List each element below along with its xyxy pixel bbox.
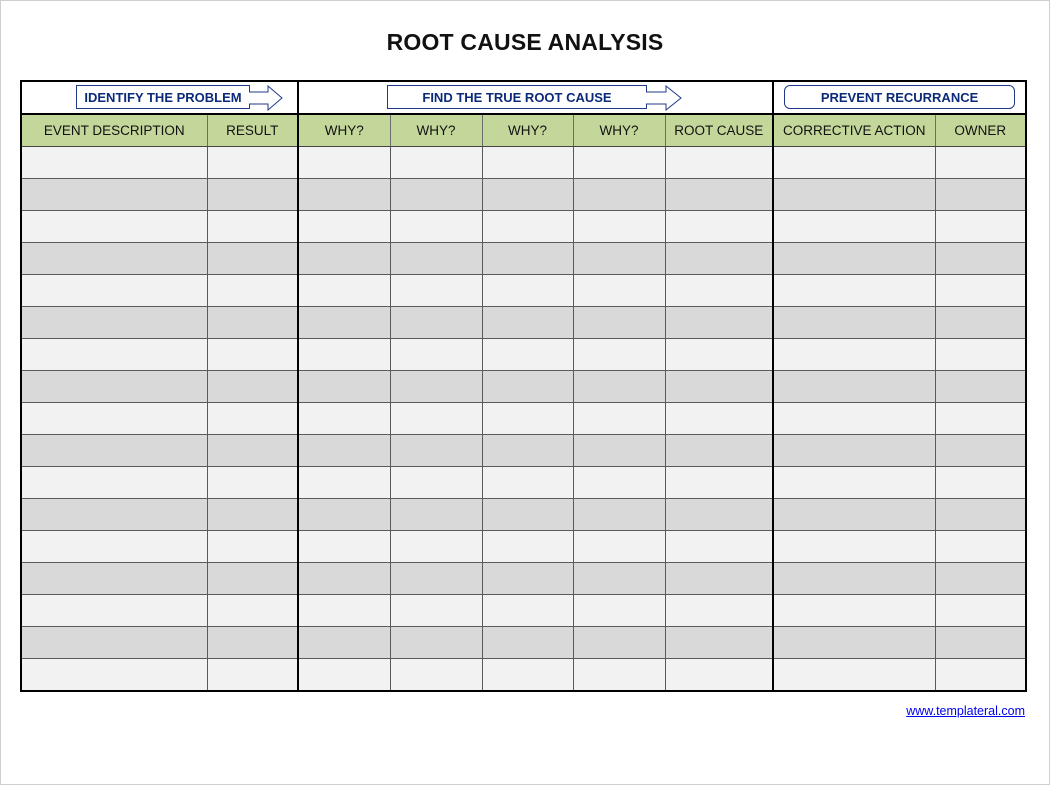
- table-cell[interactable]: [207, 371, 298, 403]
- table-cell[interactable]: [298, 467, 390, 499]
- table-row: [21, 339, 1026, 371]
- table-cell[interactable]: [773, 659, 935, 692]
- column-header: WHY?: [298, 114, 390, 147]
- table-cell[interactable]: [298, 435, 390, 467]
- table-row: [21, 531, 1026, 563]
- table-cell[interactable]: [935, 435, 1026, 467]
- table-row: [21, 275, 1026, 307]
- table-cell[interactable]: [665, 275, 773, 307]
- table-cell[interactable]: [482, 179, 573, 211]
- table-cell[interactable]: [207, 435, 298, 467]
- table-cell[interactable]: [298, 307, 390, 339]
- column-header: EVENT DESCRIPTION: [21, 114, 207, 147]
- table-cell[interactable]: [207, 211, 298, 243]
- table-cell[interactable]: [573, 659, 665, 692]
- table-cell[interactable]: [935, 211, 1026, 243]
- phase-row: [21, 81, 1026, 114]
- table-cell[interactable]: [773, 627, 935, 659]
- table-cell[interactable]: [935, 659, 1026, 692]
- column-header: CORRECTIVE ACTION: [773, 114, 935, 147]
- table-cell[interactable]: [935, 243, 1026, 275]
- table-cell[interactable]: [935, 147, 1026, 179]
- table-cell[interactable]: [207, 307, 298, 339]
- table-cell[interactable]: [935, 563, 1026, 595]
- table-cell[interactable]: [935, 627, 1026, 659]
- table-cell[interactable]: [390, 307, 482, 339]
- table-cell[interactable]: [298, 627, 390, 659]
- table-cell[interactable]: [665, 179, 773, 211]
- table-cell[interactable]: [573, 499, 665, 531]
- table-cell[interactable]: [207, 659, 298, 692]
- table-cell[interactable]: [935, 403, 1026, 435]
- table-cell[interactable]: [773, 435, 935, 467]
- table-cell[interactable]: [390, 179, 482, 211]
- phase-root-cause-box: [387, 85, 647, 109]
- phase-prevent-box: [784, 85, 1015, 109]
- table-cell[interactable]: [21, 627, 207, 659]
- table-cell[interactable]: [573, 211, 665, 243]
- table-cell[interactable]: [665, 371, 773, 403]
- table-cell[interactable]: [482, 339, 573, 371]
- table-row: [21, 243, 1026, 275]
- page-title: ROOT CAUSE ANALYSIS: [386, 29, 664, 55]
- table-cell[interactable]: [298, 659, 390, 692]
- table-cell[interactable]: [573, 435, 665, 467]
- rca-sheet: [20, 80, 1027, 696]
- table-cell[interactable]: [482, 435, 573, 467]
- table-cell[interactable]: [298, 403, 390, 435]
- table-cell[interactable]: [207, 563, 298, 595]
- table-cell[interactable]: [21, 435, 207, 467]
- table-cell[interactable]: [390, 659, 482, 692]
- table-row: [21, 211, 1026, 243]
- table-row: [21, 563, 1026, 595]
- table-row: [21, 627, 1026, 659]
- table-cell[interactable]: [390, 371, 482, 403]
- table-cell[interactable]: [482, 531, 573, 563]
- table-cell[interactable]: [482, 563, 573, 595]
- table-row: [21, 595, 1026, 627]
- table-cell[interactable]: [207, 531, 298, 563]
- table-cell[interactable]: [298, 563, 390, 595]
- rca-table: [20, 80, 1027, 692]
- table-cell[interactable]: [665, 499, 773, 531]
- table-cell[interactable]: [207, 403, 298, 435]
- table-cell[interactable]: [482, 627, 573, 659]
- table-cell[interactable]: [298, 179, 390, 211]
- table-cell[interactable]: [935, 371, 1026, 403]
- column-header-row: [21, 114, 1026, 147]
- table-cell[interactable]: [665, 627, 773, 659]
- table-cell[interactable]: [207, 595, 298, 627]
- table-cell[interactable]: [773, 403, 935, 435]
- table-row: [21, 403, 1026, 435]
- table-cell[interactable]: [665, 147, 773, 179]
- table-cell[interactable]: [298, 147, 390, 179]
- table-cell[interactable]: [207, 499, 298, 531]
- table-row: [21, 179, 1026, 211]
- table-cell[interactable]: [298, 243, 390, 275]
- phase-identify-label: IDENTIFY THE PROBLEM: [84, 89, 242, 105]
- table-cell[interactable]: [21, 467, 207, 499]
- table-cell[interactable]: [773, 531, 935, 563]
- table-cell[interactable]: [482, 307, 573, 339]
- table-cell[interactable]: [773, 467, 935, 499]
- table-cell[interactable]: [298, 595, 390, 627]
- arrow-right-icon: [248, 85, 284, 111]
- table-row: [21, 307, 1026, 339]
- table-cell[interactable]: [935, 595, 1026, 627]
- table-cell[interactable]: [773, 275, 935, 307]
- table-cell[interactable]: [573, 275, 665, 307]
- table-cell[interactable]: [482, 403, 573, 435]
- table-cell[interactable]: [665, 339, 773, 371]
- table-cell[interactable]: [21, 275, 207, 307]
- table-cell[interactable]: [482, 147, 573, 179]
- table-cell[interactable]: [573, 531, 665, 563]
- table-cell[interactable]: [573, 307, 665, 339]
- table-cell[interactable]: [773, 211, 935, 243]
- table-cell[interactable]: [573, 595, 665, 627]
- table-cell[interactable]: [665, 659, 773, 692]
- phase-identify-cell: [21, 81, 298, 114]
- table-cell[interactable]: [773, 243, 935, 275]
- table-cell[interactable]: [665, 211, 773, 243]
- table-cell[interactable]: [482, 243, 573, 275]
- table-cell[interactable]: [390, 627, 482, 659]
- table-cell[interactable]: [298, 339, 390, 371]
- table-cell[interactable]: [573, 179, 665, 211]
- table-cell[interactable]: [482, 659, 573, 692]
- table-cell[interactable]: [773, 339, 935, 371]
- table-cell[interactable]: [21, 563, 207, 595]
- table-row: [21, 499, 1026, 531]
- table-cell[interactable]: [773, 307, 935, 339]
- phase-prevent-label: PREVENT RECURRANCE: [820, 89, 979, 105]
- table-cell[interactable]: [390, 275, 482, 307]
- phase-root-cause-cell: [298, 81, 773, 114]
- table-cell[interactable]: [665, 403, 773, 435]
- table-cell[interactable]: [21, 371, 207, 403]
- phase-prevent-cell: [773, 81, 1026, 114]
- table-cell[interactable]: [573, 243, 665, 275]
- table-cell[interactable]: [298, 499, 390, 531]
- table-cell[interactable]: [390, 243, 482, 275]
- table-cell[interactable]: [482, 275, 573, 307]
- table-cell[interactable]: [773, 595, 935, 627]
- table-cell[interactable]: [665, 435, 773, 467]
- table-cell[interactable]: [207, 147, 298, 179]
- table-cell[interactable]: [665, 531, 773, 563]
- table-cell[interactable]: [21, 403, 207, 435]
- table-row: [21, 147, 1026, 179]
- table-cell[interactable]: [207, 179, 298, 211]
- table-cell[interactable]: [21, 147, 207, 179]
- table-cell[interactable]: [573, 627, 665, 659]
- table-cell[interactable]: [482, 499, 573, 531]
- table-cell[interactable]: [390, 435, 482, 467]
- table-cell[interactable]: [773, 563, 935, 595]
- column-header: RESULT: [207, 114, 298, 147]
- table-cell[interactable]: [21, 307, 207, 339]
- column-header: WHY?: [482, 114, 573, 147]
- table-cell[interactable]: [390, 467, 482, 499]
- table-cell[interactable]: [665, 595, 773, 627]
- table-cell[interactable]: [773, 179, 935, 211]
- table-cell[interactable]: [573, 403, 665, 435]
- table-cell[interactable]: [298, 275, 390, 307]
- table-row: [21, 467, 1026, 499]
- table-cell[interactable]: [390, 499, 482, 531]
- table-cell[interactable]: [935, 499, 1026, 531]
- column-header: WHY?: [573, 114, 665, 147]
- table-cell[interactable]: [207, 339, 298, 371]
- table-cell[interactable]: [573, 147, 665, 179]
- table-cell[interactable]: [935, 531, 1026, 563]
- table-cell[interactable]: [390, 339, 482, 371]
- arrow-right-icon: [645, 85, 683, 111]
- table-cell[interactable]: [665, 563, 773, 595]
- table-cell[interactable]: [21, 499, 207, 531]
- table-cell[interactable]: [390, 403, 482, 435]
- table-cell[interactable]: [21, 211, 207, 243]
- table-cell[interactable]: [207, 275, 298, 307]
- column-header: ROOT CAUSE: [665, 114, 773, 147]
- table-cell[interactable]: [21, 531, 207, 563]
- table-cell[interactable]: [482, 467, 573, 499]
- table-cell[interactable]: [935, 275, 1026, 307]
- table-cell[interactable]: [482, 371, 573, 403]
- table-cell[interactable]: [21, 179, 207, 211]
- table-cell[interactable]: [935, 179, 1026, 211]
- table-cell[interactable]: [573, 467, 665, 499]
- table-cell[interactable]: [21, 659, 207, 692]
- table-cell[interactable]: [773, 499, 935, 531]
- table-cell[interactable]: [390, 531, 482, 563]
- table-cell[interactable]: [21, 595, 207, 627]
- table-cell[interactable]: [390, 563, 482, 595]
- table-row: [21, 659, 1026, 692]
- table-cell[interactable]: [298, 531, 390, 563]
- column-header: WHY?: [390, 114, 482, 147]
- table-cell[interactable]: [390, 211, 482, 243]
- table-cell[interactable]: [665, 307, 773, 339]
- phase-identify-box: [76, 85, 250, 109]
- table-cell[interactable]: [207, 627, 298, 659]
- table-body: [21, 147, 1026, 692]
- table-cell[interactable]: [773, 147, 935, 179]
- table-cell[interactable]: [935, 307, 1026, 339]
- table-cell[interactable]: [935, 467, 1026, 499]
- footer-website-link[interactable]: www.templateral.com: [906, 704, 1025, 718]
- table-cell[interactable]: [573, 339, 665, 371]
- table-cell[interactable]: [573, 371, 665, 403]
- table-cell[interactable]: [21, 243, 207, 275]
- table-cell[interactable]: [207, 243, 298, 275]
- phase-root-cause-label: FIND THE TRUE ROOT CAUSE: [422, 89, 612, 105]
- table-cell[interactable]: [207, 467, 298, 499]
- table-row: [21, 371, 1026, 403]
- table-cell[interactable]: [21, 339, 207, 371]
- table-cell[interactable]: [298, 371, 390, 403]
- table-cell[interactable]: [390, 147, 482, 179]
- table-cell[interactable]: [482, 595, 573, 627]
- table-cell[interactable]: [390, 595, 482, 627]
- table-cell[interactable]: [665, 243, 773, 275]
- table-cell[interactable]: [298, 211, 390, 243]
- table-cell[interactable]: [665, 467, 773, 499]
- table-cell[interactable]: [573, 563, 665, 595]
- table-cell[interactable]: [773, 371, 935, 403]
- table-cell[interactable]: [935, 339, 1026, 371]
- column-header: OWNER: [935, 114, 1026, 147]
- table-cell[interactable]: [482, 211, 573, 243]
- table-row: [21, 435, 1026, 467]
